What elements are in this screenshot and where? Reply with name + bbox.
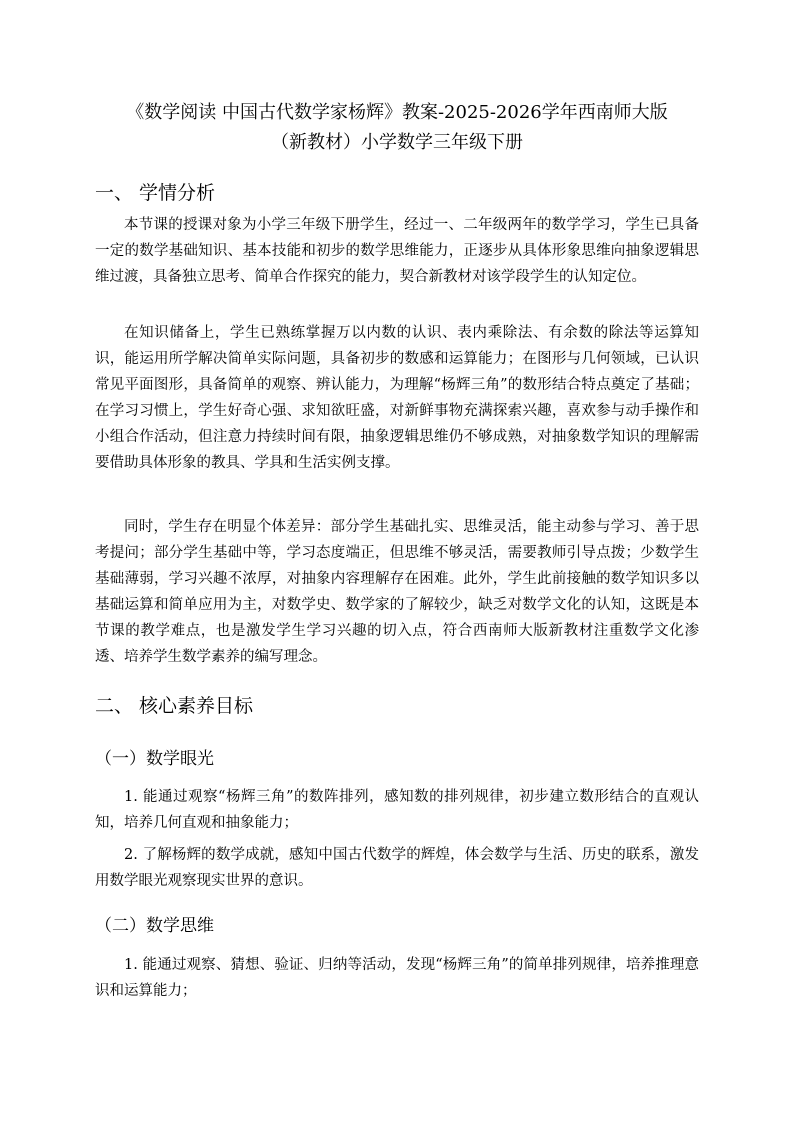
section-heading-learner-analysis: 一、 学情分析 (95, 182, 216, 204)
document-page (95, 0, 699, 1123)
paragraph-knowledge-base: 在知识储备上，学生已熟练掌握万以内数的认识、表内乘除法、有余数的除法等运算知识，能运用所学解决简单实际问题，具备初步的数感和运算能力；在图形与几何领域，已认识常见平面图形，具备简单的观察、辨认能力，为理解“杨辉三角”的数形结合特点奠定了基础；在学习习惯上，学生好奇心强、求知欲旺盛，对新鲜事物充满探索兴趣，喜欢参与动手操作和小组合作活动，但注意力持续时间有限，抽象逻辑思维仍不够成熟，对抽象数学知识的理解需要借助具体形象的教具、学具和生活实例支撑。 (95, 325, 699, 471)
section-heading-core-goals: 二、 核心素养目标 (95, 695, 254, 717)
subheading-math-vision: （一）数学眼光 (95, 749, 214, 769)
subheading-math-thinking: （二）数学思维 (95, 916, 214, 936)
document-title-line-1: 《数学阅读 中国古代数学家杨辉》教案-2025-2026学年西南师大版 (126, 102, 668, 123)
paragraph-vision-goal-1: 1. 能通过观察“杨辉三角”的数阵排列，感知数的排列规律，初步建立数形结合的直观认知，培养几何直观和抽象能力； (95, 789, 699, 831)
paragraph-learner-overview: 本节课的授课对象为小学三年级下册学生，经过一、二年级两年的数学学习，学生已具备一定的数学基础知识、基本技能和初步的数学思维能力，正逐步从具体形象思维向抽象逻辑思维过渡，具备独立思考、简单合作探究的能力，契合新教材对该学段学生的认知定位。 (95, 217, 699, 285)
paragraph-individual-differences: 同时，学生存在明显个体差异：部分学生基础扎实、思维灵活，能主动参与学习、善于思考提问；部分学生基础中等，学习态度端正，但思维不够灵活，需要教师引导点拨；少数学生基础薄弱，学习兴趣不浓厚，对抽象内容理解存在困难。此外，学生此前接触的数学知识多以基础运算和简单应用为主，对数学史、数学家的了解较少，缺乏对数学文化的认知，这既是本节课的教学难点，也是激发学生学习兴趣的切入点，符合西南师大版新教材注重数学文化渗透、培养学生数学素养的编写理念。 (95, 519, 699, 665)
paragraph-vision-goal-2: 2. 了解杨辉的数学成就，感知中国古代数学的辉煌，体会数学与生活、历史的联系，激发用数学眼光观察现实世界的意识。 (95, 847, 699, 889)
document-title (95, 98, 699, 158)
paragraph-thinking-goal-1: 1. 能通过观察、猜想、验证、归纳等活动，发现“杨辉三角”的简单排列规律，培养推理意识和运算能力； (95, 957, 699, 999)
document-title-line-2: （新教材）小学数学三年级下册 (271, 132, 523, 153)
